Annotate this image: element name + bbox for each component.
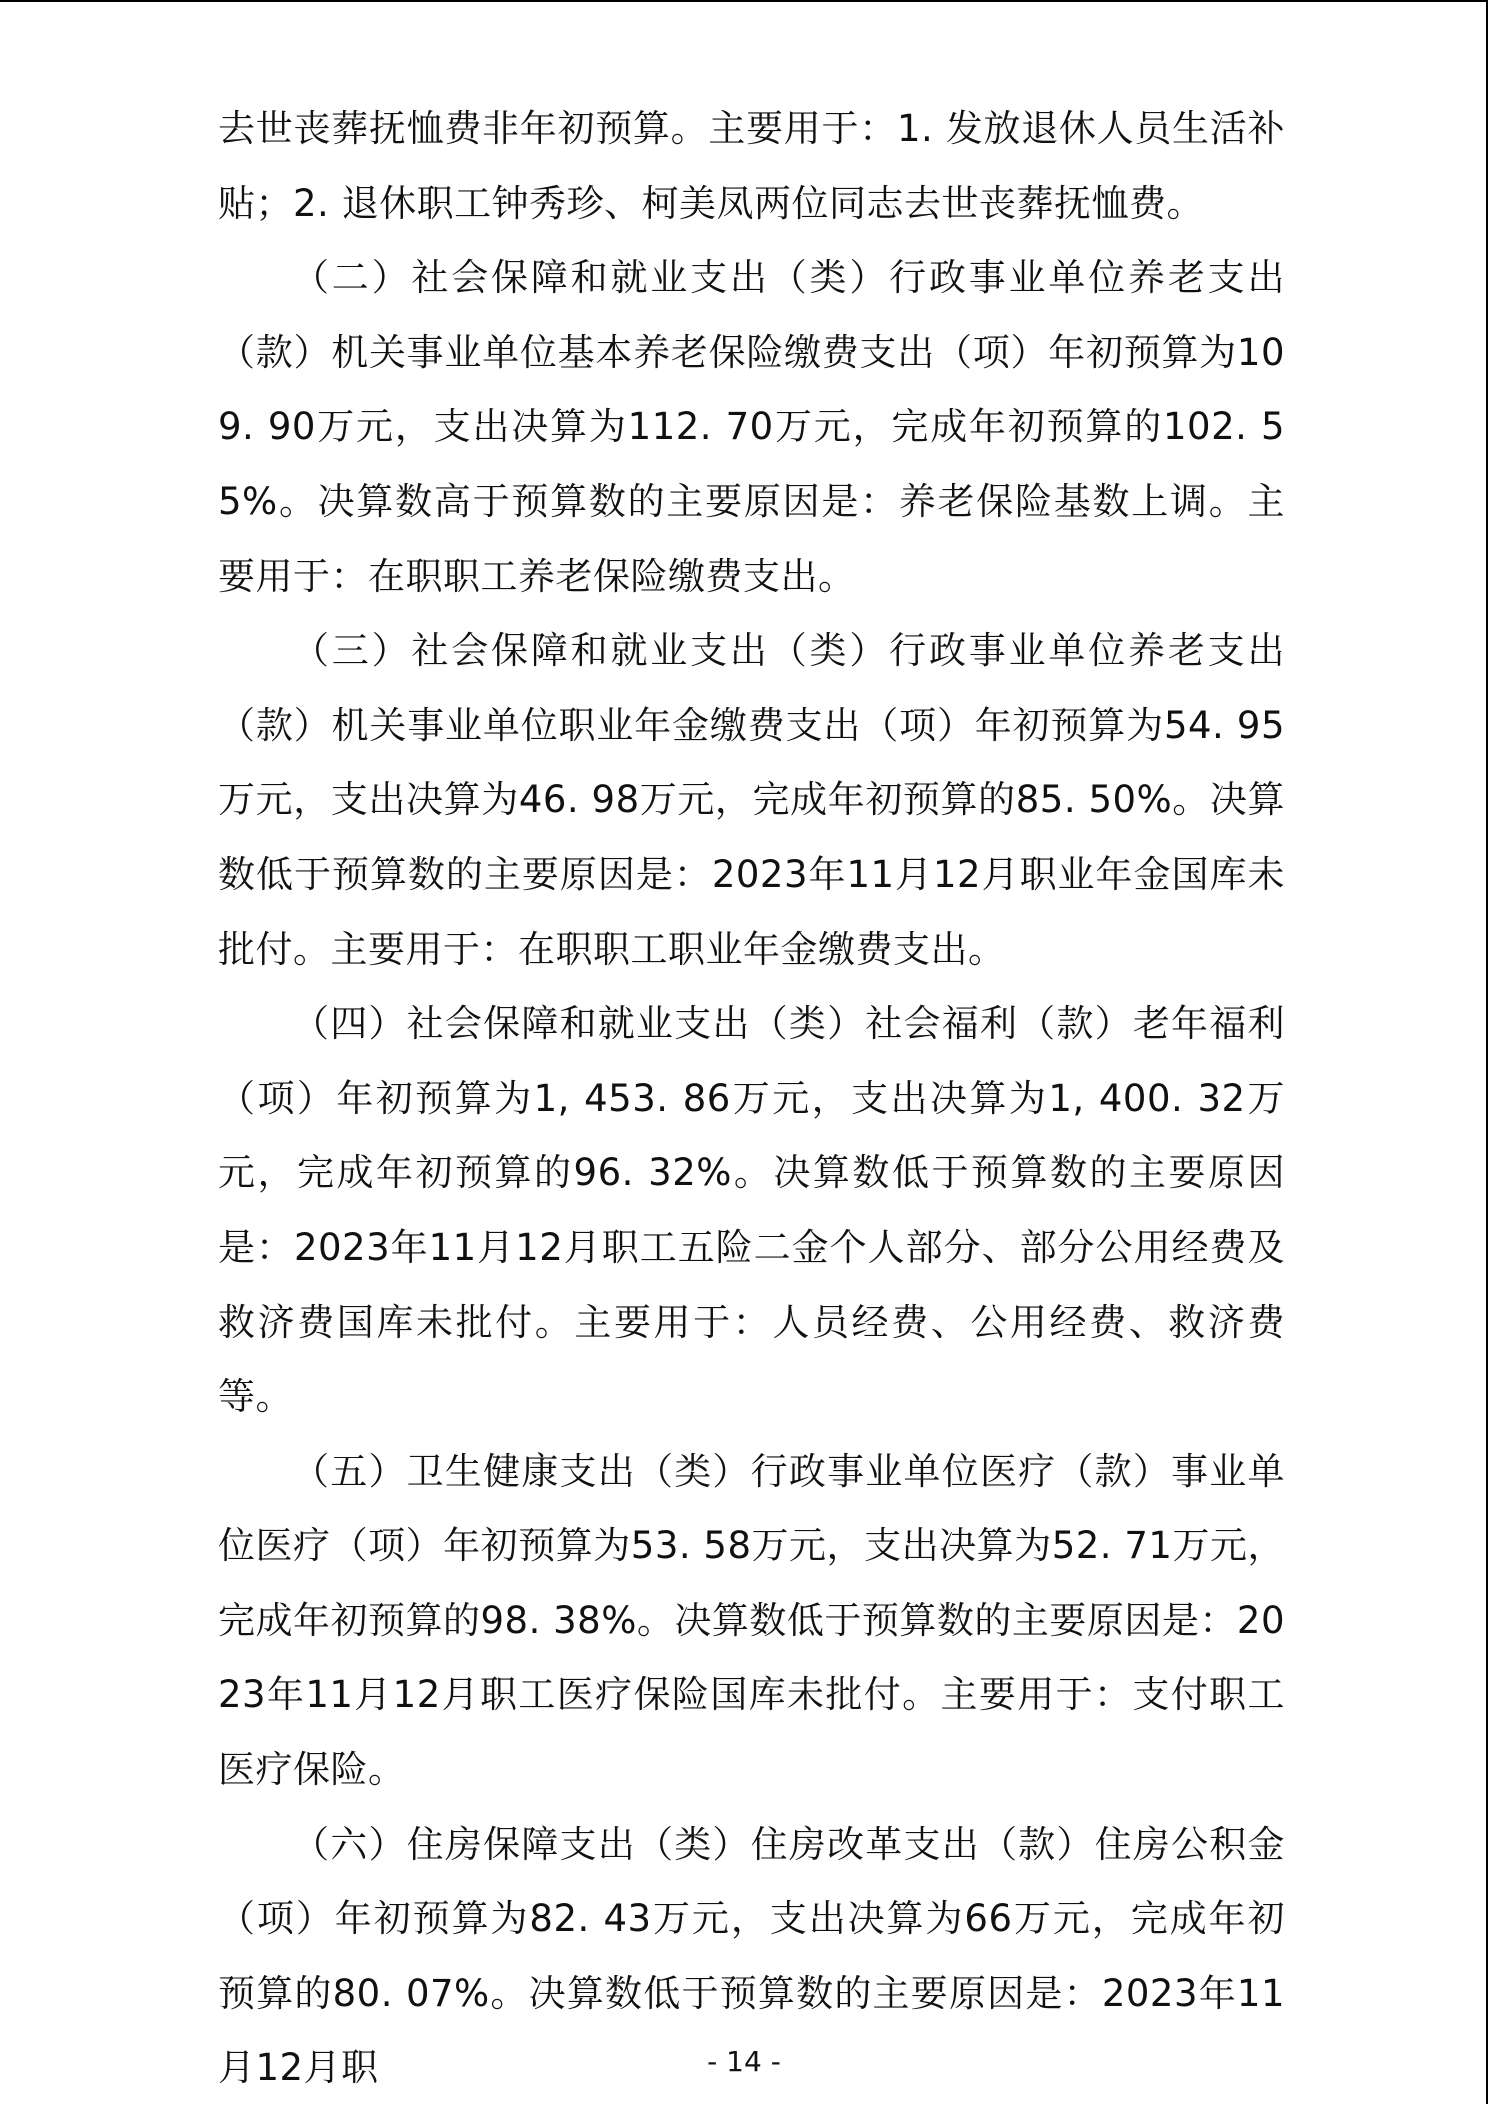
paragraph-item-2: （二）社会保障和就业支出（类）行政事业单位养老支出（款）机关事业单位基本养老保险缴费支出（项）年初预算为109. 90万元，支出决算为112. 70万元，完成年初预算的102. 55%。决算数高于预算数的主要原因是：养老保险基数上调。主要用于：在职职工养老保险缴费支出。 [218,256,1285,598]
paragraph-continuation: 去世丧葬抚恤费非年初预算。主要用于：1. 发放退休人员生活补贴；2. 退休职工钟秀珍、柯美凤两位同志去世丧葬抚恤费。 [218,107,1285,225]
page-number: - 14 - [707,2045,781,2078]
paragraph-item-4: （四）社会保障和就业支出（类）社会福利（款）老年福利（项）年初预算为1, 453. 86万元，支出决算为1, 400. 32万元，完成年初预算的96. 32%。决算数低于预算数的主要原因是：2023年11月12月职工五险二金个人部分、部分公用经费及救济费国库未批付。主要用于：人员经费、公用经费、救济费等。 [218,1002,1285,1419]
paragraph-item-3: （三）社会保障和就业支出（类）行政事业单位养老支出（款）机关事业单位职业年金缴费支出（项）年初预算为54. 95万元，支出决算为46. 98万元，完成年初预算的85. 50%。决算数低于预算数的主要原因是：2023年11月12月职业年金国库未批付。主要用于：在职职工职业年金缴费支出。 [218,629,1285,971]
body-text [218,92,1285,2106]
paragraph-item-6: （六）住房保障支出（类）住房改革支出（款）住房公积金（项）年初预算为82. 43万元，支出决算为66万元，完成年初预算的80. 07%。决算数低于预算数的主要原因是：2023年11月12月职 [218,1822,1285,2090]
paragraph-item-5: （五）卫生健康支出（类）行政事业单位医疗（款）事业单位医疗（项）年初预算为53. 58万元，支出决算为52. 71万元，完成年初预算的98. 38%。决算数低于预算数的主要原因是：2023年11月12月职工医疗保险国库未批付。主要用于：支付职工医疗保险。 [218,1449,1285,1792]
